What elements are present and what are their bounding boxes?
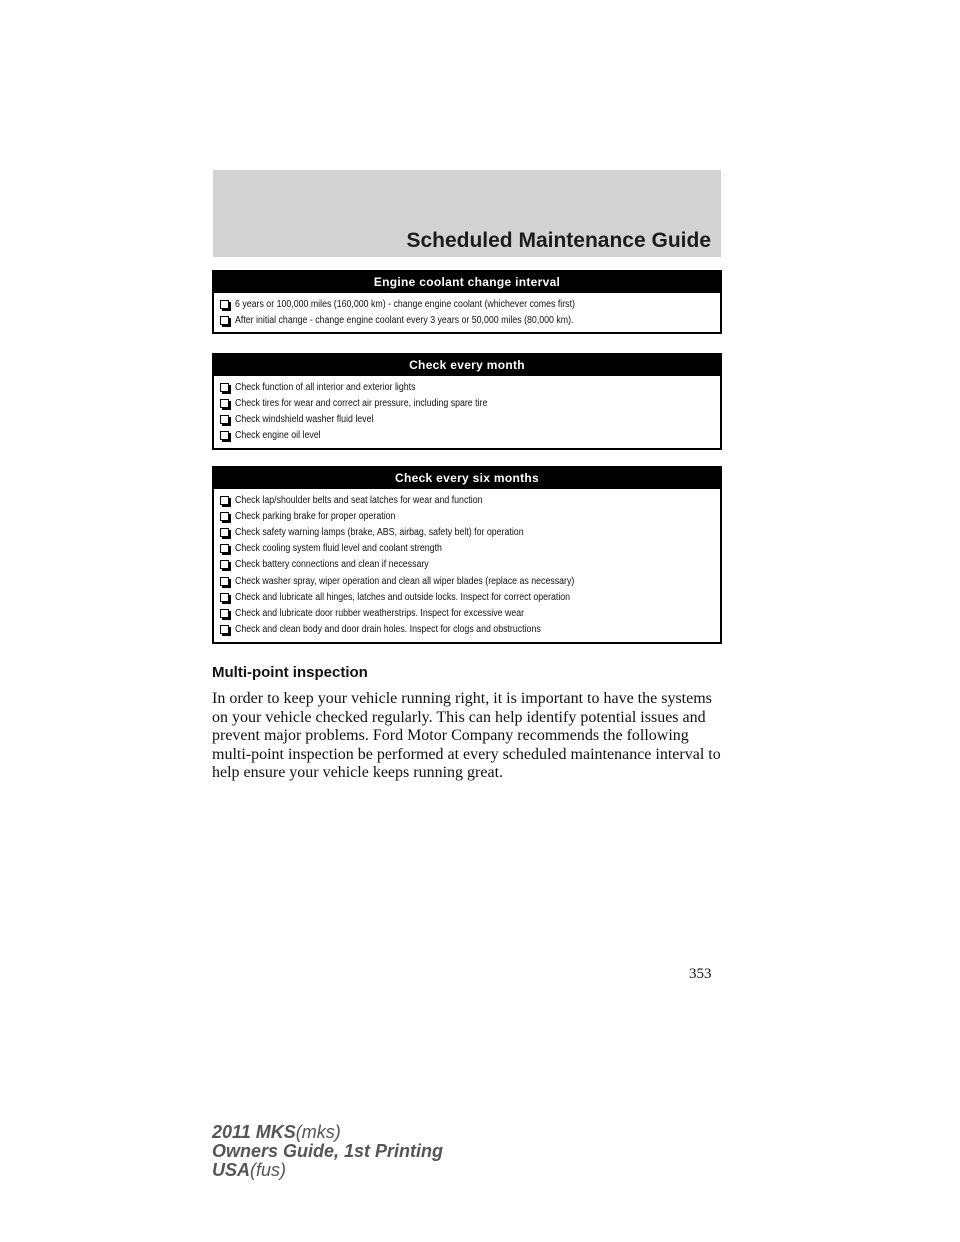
footer-market: USA	[212, 1160, 251, 1180]
footer-model-tag: (mks)	[295, 1122, 341, 1142]
checklist-item	[220, 492, 720, 508]
section-heading: Multi-point inspection	[212, 664, 368, 681]
checklist-item	[220, 296, 720, 312]
checklist-item-text: Check and lubricate all hinges, latches and outside locks. Inspect for correct operation	[235, 591, 571, 603]
checklist-item	[220, 557, 720, 573]
checklist-item	[220, 395, 720, 411]
checkbox-icon[interactable]	[220, 496, 229, 505]
checkbox-icon[interactable]	[220, 300, 229, 309]
checkbox-icon[interactable]	[220, 577, 229, 586]
checklist	[214, 293, 720, 332]
checklist	[214, 376, 720, 448]
body-paragraph: In order to keep your vehicle running right, it is important to have the systems on your vehicle checked regularly. This can help identify potential issues and prevent major problems. Ford Motor Company recommends the following multi-point inspection be performed at every scheduled maintenance interval to help ensure your vehicle keeps running great.	[212, 690, 721, 782]
checklist-item-text: Check engine oil level	[235, 430, 321, 442]
page-title: Scheduled Maintenance Guide	[406, 229, 711, 252]
checklist-item	[220, 573, 720, 589]
checklist-item-text: Check and clean body and door drain holes. Inspect for clogs and obstructions	[235, 624, 541, 636]
six-month-check-box	[212, 466, 722, 644]
checklist-item-text: Check washer spray, wiper operation and clean all wiper blades (replace as necessary)	[235, 575, 575, 587]
checkbox-icon[interactable]	[220, 383, 229, 392]
checklist-item-text: 6 years or 100,000 miles (160,000 km) - change engine coolant (whichever comes first)	[235, 298, 575, 310]
checklist-item-text: Check safety warning lamps (brake, ABS, airbag, safety belt) for operation	[235, 526, 524, 538]
page-number: 353	[689, 966, 712, 982]
checkbox-icon[interactable]	[220, 399, 229, 408]
checkbox-icon[interactable]	[220, 528, 229, 537]
monthly-check-box	[212, 353, 722, 450]
box-heading: Engine coolant change interval	[214, 272, 720, 293]
box-heading: Check every six months	[214, 468, 720, 489]
checklist-item	[220, 524, 720, 540]
checklist-item	[220, 428, 720, 444]
checklist-item	[220, 589, 720, 605]
header-band	[213, 170, 721, 257]
checklist-item-text: Check tires for wear and correct air pressure, including spare tire	[235, 397, 488, 409]
checklist-item	[220, 622, 720, 638]
checkbox-icon[interactable]	[220, 431, 229, 440]
checklist-item-text: Check and lubricate door rubber weatherstrips. Inspect for excessive wear	[235, 607, 525, 619]
checkbox-icon[interactable]	[220, 512, 229, 521]
checkbox-icon[interactable]	[220, 415, 229, 424]
footer-market-tag: (fus)	[250, 1160, 287, 1180]
checklist-item	[220, 312, 720, 328]
checkbox-icon[interactable]	[220, 544, 229, 553]
checkbox-icon[interactable]	[220, 560, 229, 569]
checklist-item-text: Check battery connections and clean if necessary	[235, 559, 429, 571]
checklist	[214, 489, 720, 642]
checkbox-icon[interactable]	[220, 316, 229, 325]
checkbox-icon[interactable]	[220, 625, 229, 634]
coolant-interval-box	[212, 270, 722, 334]
checklist-item	[220, 411, 720, 427]
footer-model: 2011 MKS	[212, 1122, 296, 1142]
checkbox-icon[interactable]	[220, 593, 229, 602]
checklist-item	[220, 605, 720, 621]
checklist-item	[220, 508, 720, 524]
box-heading: Check every month	[214, 355, 720, 376]
checklist-item	[220, 379, 720, 395]
checklist-item-text: After initial change - change engine coolant every 3 years or 50,000 miles (80,000 km).	[235, 314, 574, 326]
checklist-item-text: Check parking brake for proper operation	[235, 510, 396, 522]
checklist-item-text: Check lap/shoulder belts and seat latches for wear and function	[235, 494, 483, 506]
print-footer	[212, 1123, 443, 1180]
checklist-item	[220, 541, 720, 557]
checkbox-icon[interactable]	[220, 609, 229, 618]
checklist-item-text: Check windshield washer fluid level	[235, 413, 374, 425]
checklist-item-text: Check function of all interior and exterior lights	[235, 381, 416, 393]
footer-edition: Owners Guide, 1st Printing	[212, 1141, 444, 1161]
checklist-item-text: Check cooling system fluid level and coolant strength	[235, 543, 442, 555]
